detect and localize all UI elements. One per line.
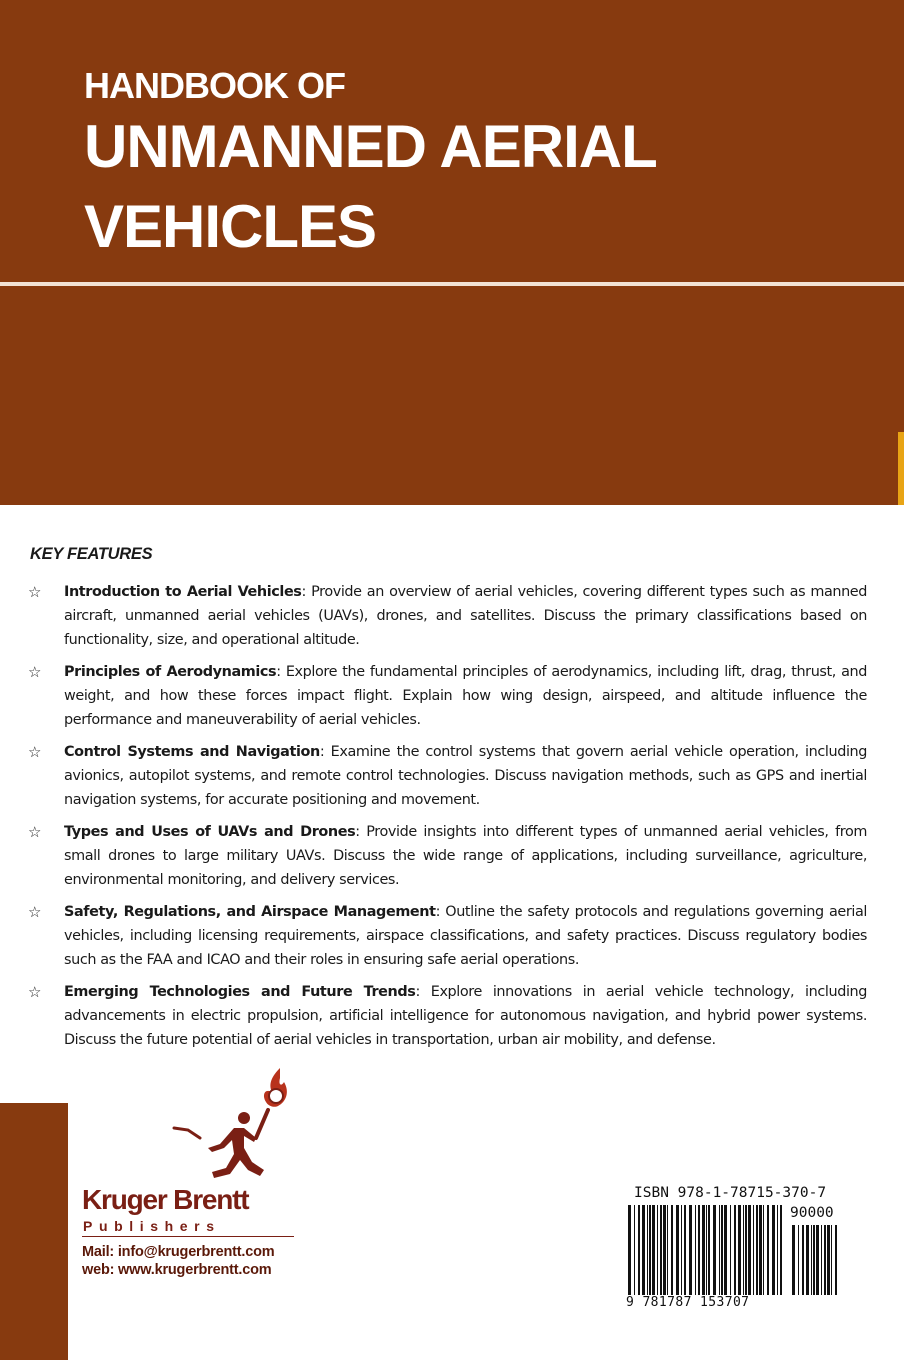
- book-title-line-1: HANDBOOK OF: [84, 65, 345, 106]
- feature-title: Control Systems and Navigation: [64, 744, 320, 760]
- key-features-heading: KEY FEATURES: [30, 545, 153, 563]
- isbn-barcode-digits: 9 781787 153707: [626, 1295, 750, 1310]
- feature-title: Emerging Technologies and Future Trends: [64, 984, 416, 1000]
- feature-title: Introduction to Aerial Vehicles: [64, 584, 302, 600]
- publisher-mail: Mail: info@krugerbrentt.com: [82, 1244, 275, 1260]
- footer-color-bar: [0, 1103, 68, 1360]
- star-icon: ☆: [28, 583, 42, 601]
- header-divider: [0, 282, 904, 286]
- feature-text: [64, 820, 867, 892]
- star-icon: ☆: [28, 743, 42, 761]
- isbn-price-code: 90000: [790, 1205, 834, 1221]
- spine-edge-mark: [898, 432, 904, 505]
- publisher-subtitle: Publishers: [83, 1218, 221, 1234]
- publisher-divider: [82, 1236, 294, 1237]
- publisher-name: Kruger Brentt: [82, 1184, 249, 1215]
- feature-body: : Provide insights into different types of unmanned aerial vehicles, from small drones to large military UAVs. Discuss the wide range of applications, including surveillance, agriculture, environmental monitoring, and delivery services.: [64, 824, 867, 888]
- star-icon: ☆: [28, 903, 42, 921]
- price-barcode: [790, 1225, 840, 1295]
- feature-title: Types and Uses of UAVs and Drones: [64, 824, 356, 840]
- feature-body: : Explore the fundamental principles of aerodynamics, including lift, drag, thrust, and weight, and how these forces impact flight. Explain how wing design, airspeed, and altitude influence the performance and maneuverability of aerial vehicles.: [64, 664, 867, 728]
- cover-header: [0, 0, 904, 505]
- feature-text: [64, 980, 867, 1052]
- book-title-line-2: UNMANNED AERIAL: [84, 113, 657, 180]
- feature-body: : Provide an overview of aerial vehicles, covering different types such as manned aircraft, unmanned aerial vehicles (UAVs), drones, and satellites. Discuss the primary classifications based on functionality, size, and operational altitude.: [64, 584, 867, 648]
- feature-body: : Explore innovations in aerial vehicle technology, including advancements in electric propulsion, artificial intelligence for autonomous navigation, and hybrid power systems. Discuss the future potential of aerial vehicles in transportation, urban air mobility, and defense.: [64, 984, 867, 1048]
- star-icon: ☆: [28, 823, 42, 841]
- feature-text: [64, 740, 867, 812]
- isbn-label: ISBN 978-1-78715-370-7: [634, 1185, 827, 1201]
- isbn-barcode-block: [626, 1185, 842, 1315]
- isbn-barcode: [626, 1205, 786, 1295]
- feature-text: [64, 580, 867, 652]
- star-icon: ☆: [28, 983, 42, 1001]
- feature-title: Safety, Regulations, and Airspace Management: [64, 904, 436, 920]
- feature-body: : Examine the control systems that govern aerial vehicle operation, including avionics, autopilot systems, and remote control technologies. Discuss navigation methods, such as GPS and inertial navigation systems, for accurate positioning and movement.: [64, 744, 867, 808]
- feature-text: [64, 660, 867, 732]
- book-title-line-3: VEHICLES: [84, 193, 377, 260]
- publisher-logo-icon: [168, 1068, 298, 1184]
- star-icon: ☆: [28, 663, 42, 681]
- feature-body: : Outline the safety protocols and regulations governing aerial vehicles, including licensing requirements, airspace classifications, and safety practices. Discuss regulatory bodies such as the FAA and ICAO and their roles in ensuring safe aerial operations.: [64, 904, 867, 968]
- feature-text: [64, 900, 867, 972]
- publisher-web: web: www.krugerbrentt.com: [82, 1262, 272, 1278]
- feature-title: Principles of Aerodynamics: [64, 664, 277, 680]
